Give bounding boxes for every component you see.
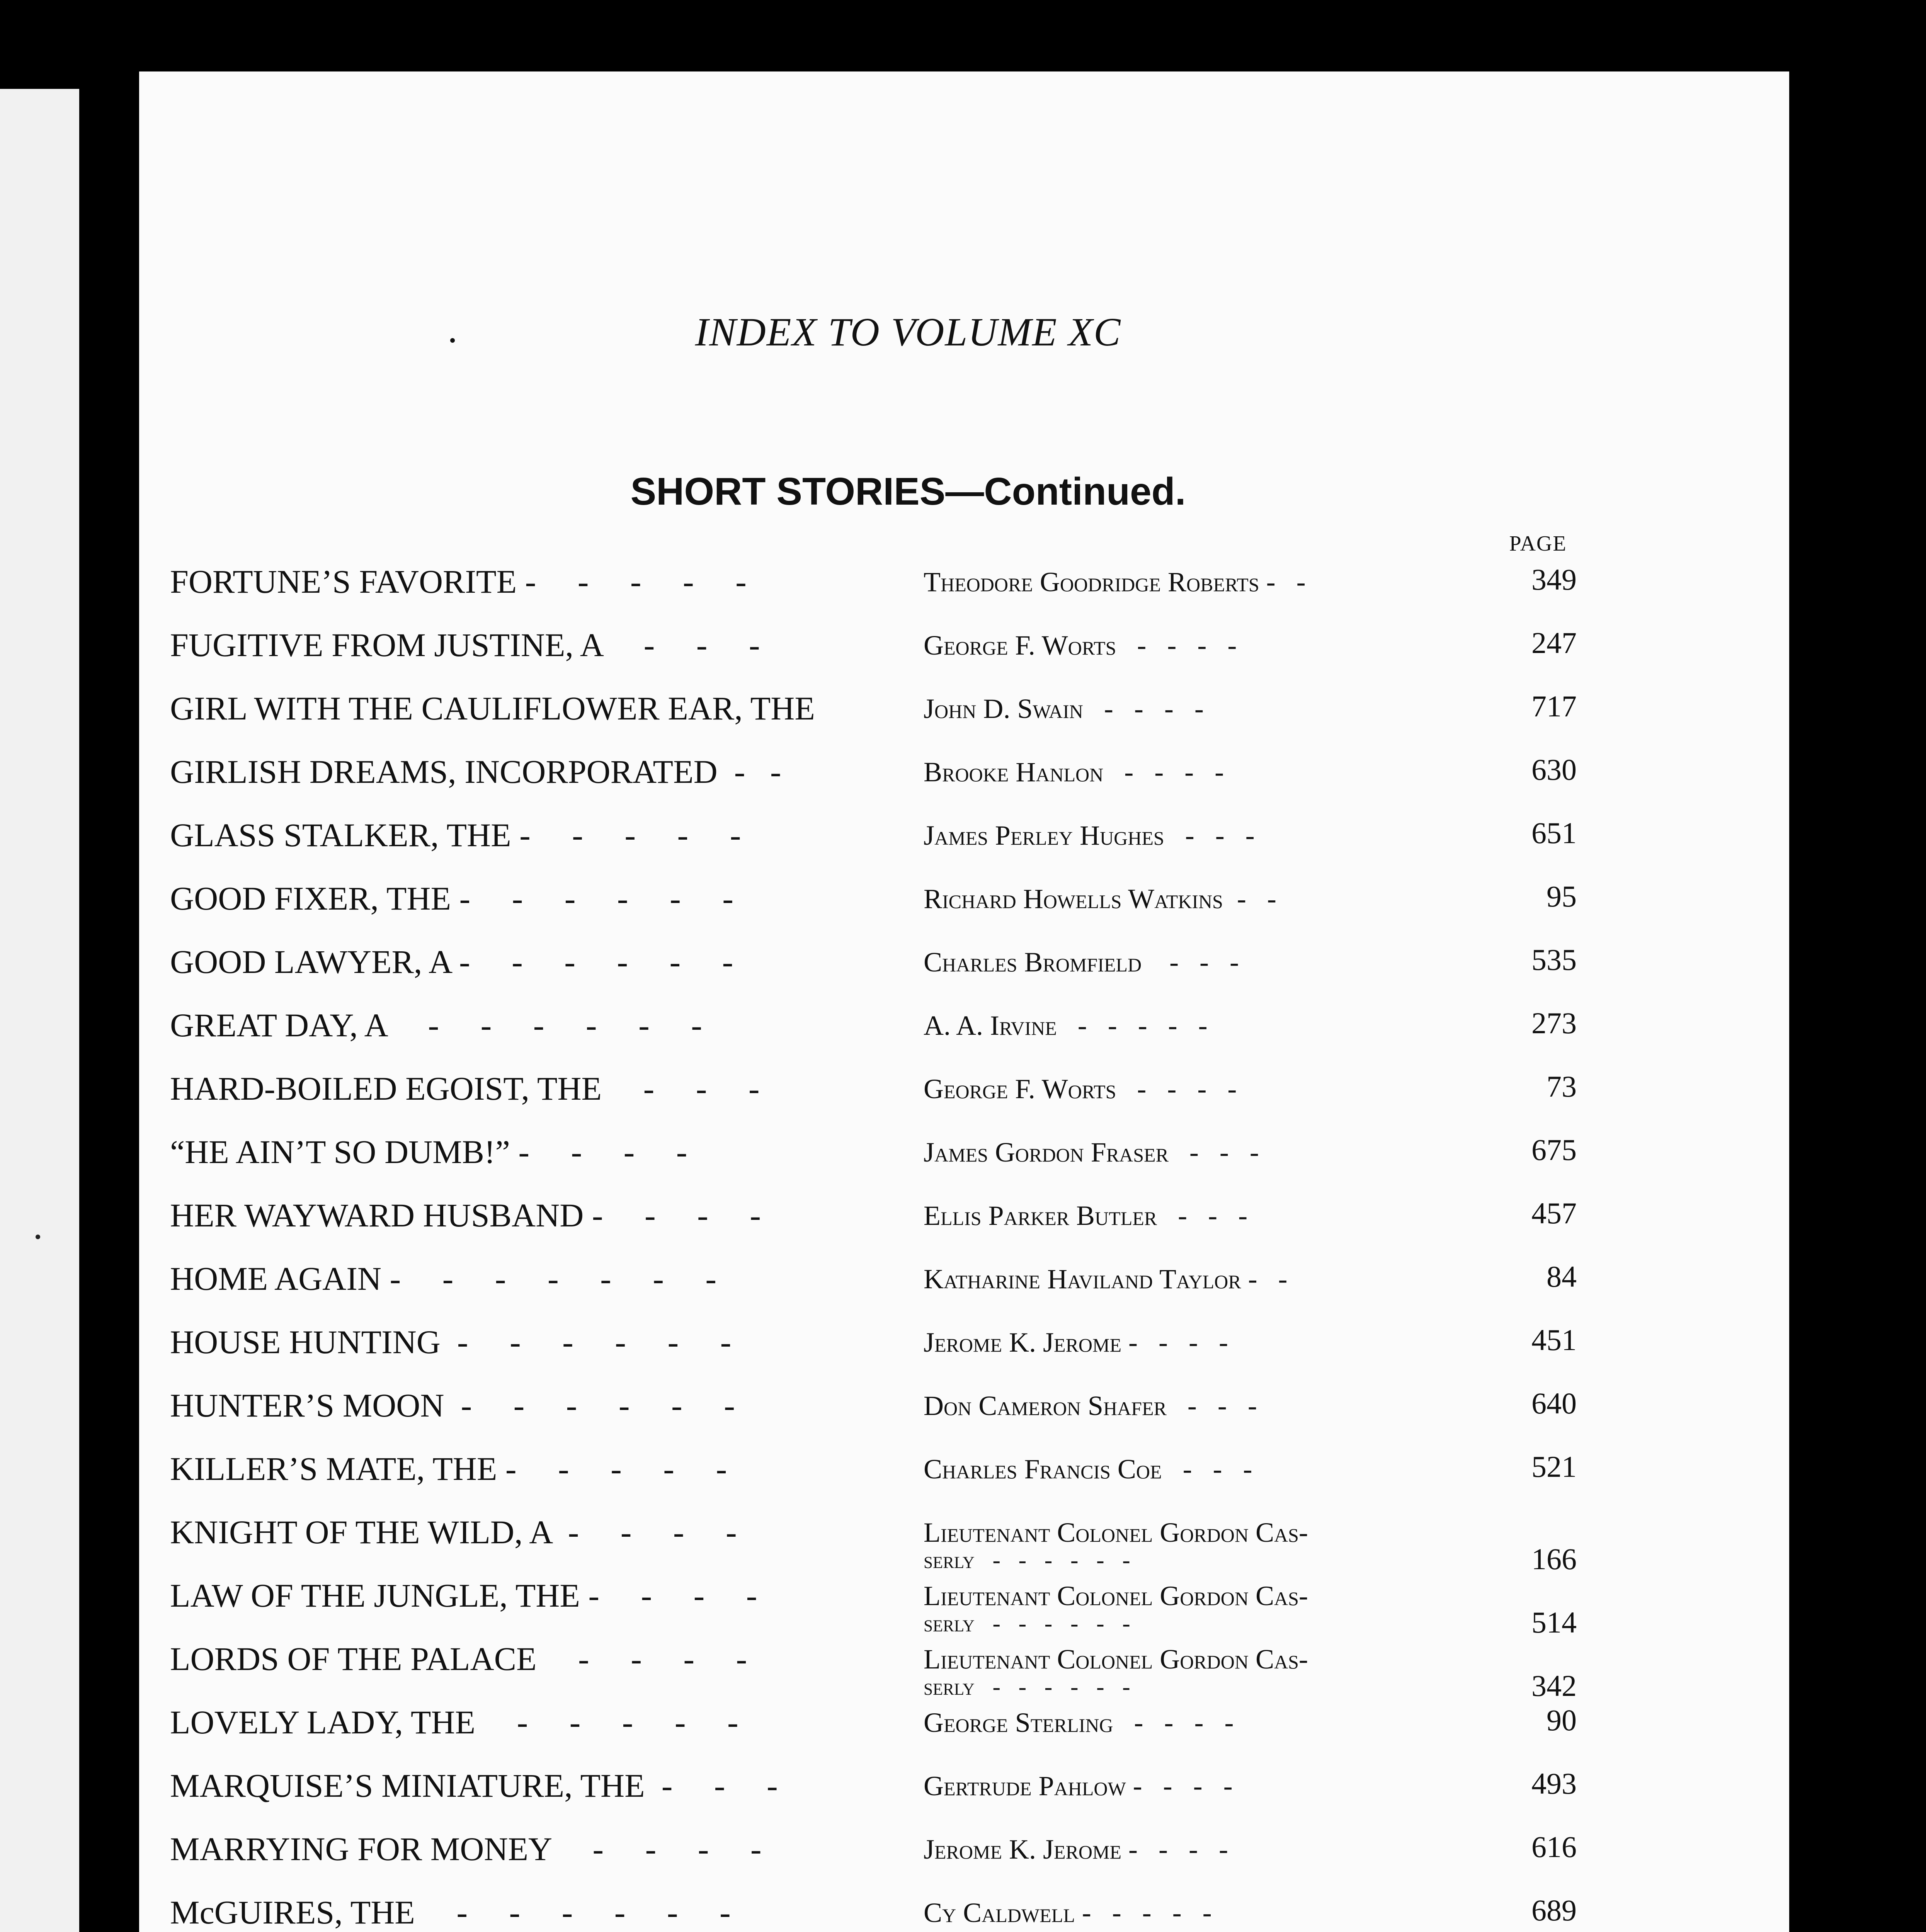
index-entry xyxy=(170,1766,1577,1828)
page-number: 457 xyxy=(1531,1196,1577,1230)
page-number: 521 xyxy=(1531,1450,1577,1483)
author-line: Katharine Haviland Taylor - - xyxy=(924,1264,1288,1294)
page-number: 166 xyxy=(1531,1542,1577,1576)
story-author xyxy=(924,1517,1542,1578)
page-number: 247 xyxy=(1531,626,1577,660)
running-head: INDEX TO VOLUME XC xyxy=(695,310,1121,354)
author-line: George F. Worts - - - - xyxy=(924,630,1237,661)
story-author xyxy=(924,1010,1542,1071)
story-title: GOOD FIXER, THE - - - - - - xyxy=(170,880,733,917)
index-entry xyxy=(170,1639,1577,1701)
author-line: A. A. Irvine - - - - - xyxy=(924,1010,1208,1041)
author-line-continued: serly - - - - - - xyxy=(924,1547,1130,1573)
index-entry xyxy=(170,1006,1577,1068)
story-title: McGUIRES, THE - - - - - - xyxy=(170,1894,731,1931)
story-title: HOUSE HUNTING - - - - - - xyxy=(170,1323,732,1361)
index-entry xyxy=(170,1386,1577,1448)
story-author xyxy=(924,1327,1542,1388)
page-number: 535 xyxy=(1531,943,1577,976)
story-author xyxy=(924,1897,1542,1932)
index-entry xyxy=(170,1196,1577,1258)
index-entry xyxy=(170,879,1577,941)
author-line: Lieutenant Colonel Gordon Cas- xyxy=(924,1644,1308,1675)
section-heading: SHORT STORIES—Continued. xyxy=(630,470,1186,513)
story-title: GLASS STALKER, THE - - - - - xyxy=(170,816,741,854)
author-line: Charles Bromfield - - - xyxy=(924,947,1239,978)
story-title: HER WAYWARD HUSBAND - - - - xyxy=(170,1197,761,1234)
index-entry xyxy=(170,562,1577,624)
author-line: Jerome K. Jerome - - - - xyxy=(924,1834,1228,1865)
page-number: 73 xyxy=(1547,1070,1577,1103)
index-entry xyxy=(170,1576,1577,1638)
author-line-continued: serly - - - - - - xyxy=(924,1674,1130,1700)
author-line: George Sterling - - - - xyxy=(924,1707,1234,1738)
story-author xyxy=(924,1263,1542,1325)
page-number: 640 xyxy=(1531,1386,1577,1420)
story-author xyxy=(924,1833,1542,1895)
story-title: HARD-BOILED EGOIST, THE - - - xyxy=(170,1070,760,1107)
page-number: 651 xyxy=(1531,816,1577,850)
page-number: 514 xyxy=(1531,1605,1577,1639)
story-author xyxy=(924,820,1542,881)
index-entry xyxy=(170,626,1577,687)
story-author xyxy=(924,1707,1542,1769)
story-title: HUNTER’S MOON - - - - - - xyxy=(170,1387,735,1424)
story-title: KILLER’S MATE, THE - - - - - xyxy=(170,1450,727,1487)
story-author xyxy=(924,629,1542,691)
story-title: MARRYING FOR MONEY - - - - xyxy=(170,1830,762,1867)
author-line: Charles Francis Coe - - - xyxy=(924,1454,1252,1485)
story-author xyxy=(924,1643,1542,1705)
author-line: Ellis Parker Butler - - - xyxy=(924,1200,1248,1231)
story-title: LOVELY LADY, THE - - - - - xyxy=(170,1704,738,1741)
index-entry xyxy=(170,752,1577,814)
page-number: 95 xyxy=(1547,879,1577,913)
page-number: 84 xyxy=(1547,1260,1577,1293)
page-number: 630 xyxy=(1531,753,1577,786)
author-line: Richard Howells Watkins - - xyxy=(924,883,1276,914)
story-author xyxy=(924,1770,1542,1832)
story-title: FUGITIVE FROM JUSTINE, A - - - xyxy=(170,626,760,663)
author-line: James Gordon Fraser - - - xyxy=(924,1137,1259,1168)
story-author xyxy=(924,756,1542,818)
story-author xyxy=(924,1453,1542,1515)
index-entry xyxy=(170,1893,1577,1932)
author-line: Don Cameron Shafer - - - xyxy=(924,1390,1257,1421)
page-number: 273 xyxy=(1531,1006,1577,1040)
index-entry xyxy=(170,1323,1577,1384)
author-line-continued: serly - - - - - - xyxy=(924,1611,1130,1637)
page-number: 675 xyxy=(1531,1133,1577,1167)
page-number: 493 xyxy=(1531,1767,1577,1800)
index-entry xyxy=(170,816,1577,878)
story-author xyxy=(924,883,1542,945)
story-title: LORDS OF THE PALACE - - - - xyxy=(170,1640,747,1677)
print-speck xyxy=(450,338,455,343)
story-author xyxy=(924,1580,1542,1642)
index-entry xyxy=(170,1513,1577,1575)
author-line: Jerome K. Jerome - - - - xyxy=(924,1327,1228,1358)
page-number: 616 xyxy=(1531,1830,1577,1864)
story-title: KNIGHT OF THE WILD, A - - - - xyxy=(170,1514,737,1551)
author-line: James Perley Hughes - - - xyxy=(924,820,1255,851)
author-line: Gertrude Pahlow - - - - xyxy=(924,1770,1233,1801)
print-speck xyxy=(36,1235,40,1239)
story-title: FORTUNE’S FAVORITE - - - - - xyxy=(170,563,747,600)
story-title: “HE AIN’T SO DUMB!” - - - - xyxy=(170,1133,687,1170)
story-author xyxy=(924,946,1542,1008)
index-entry xyxy=(170,689,1577,751)
story-title: LAW OF THE JUNGLE, THE - - - - xyxy=(170,1577,757,1614)
author-line: John D. Swain - - - - xyxy=(924,693,1204,724)
story-title: GIRL WITH THE CAULIFLOWER EAR, THE xyxy=(170,690,815,727)
page-number: 90 xyxy=(1547,1703,1577,1737)
author-line: Theodore Goodridge Roberts - - xyxy=(924,566,1306,597)
story-title: HOME AGAIN - - - - - - - xyxy=(170,1260,717,1297)
author-line: Lieutenant Colonel Gordon Cas- xyxy=(924,1517,1308,1548)
story-title: MARQUISE’S MINIATURE, THE - - - xyxy=(170,1767,778,1804)
story-author xyxy=(924,693,1542,755)
story-author xyxy=(924,1073,1542,1135)
index-entry xyxy=(170,1830,1577,1891)
story-author xyxy=(924,1136,1542,1198)
author-line: Brooke Hanlon - - - - xyxy=(924,757,1224,787)
story-title: GREAT DAY, A - - - - - - xyxy=(170,1007,702,1044)
index-entry xyxy=(170,1449,1577,1511)
author-line: George F. Worts - - - - xyxy=(924,1073,1237,1104)
page-number: 342 xyxy=(1531,1669,1577,1702)
page-number: 717 xyxy=(1531,689,1577,723)
story-author xyxy=(924,566,1542,628)
story-author xyxy=(924,1390,1542,1452)
page-number: 349 xyxy=(1531,563,1577,596)
index-entry xyxy=(170,942,1577,1004)
index-entry xyxy=(170,1069,1577,1131)
page-column-header: PAGE xyxy=(1509,532,1567,556)
author-line: Cy Caldwell - - - - - xyxy=(924,1897,1212,1928)
author-line: Lieutenant Colonel Gordon Cas- xyxy=(924,1580,1308,1611)
page-number: 451 xyxy=(1531,1323,1577,1357)
index-entry xyxy=(170,1703,1577,1765)
index-entry xyxy=(170,1259,1577,1321)
story-author xyxy=(924,1200,1542,1262)
page-number: 689 xyxy=(1531,1893,1577,1927)
story-title: GIRLISH DREAMS, INCORPORATED - - xyxy=(170,753,781,790)
story-title: GOOD LAWYER, A - - - - - - xyxy=(170,943,733,980)
index-entry xyxy=(170,1133,1577,1194)
